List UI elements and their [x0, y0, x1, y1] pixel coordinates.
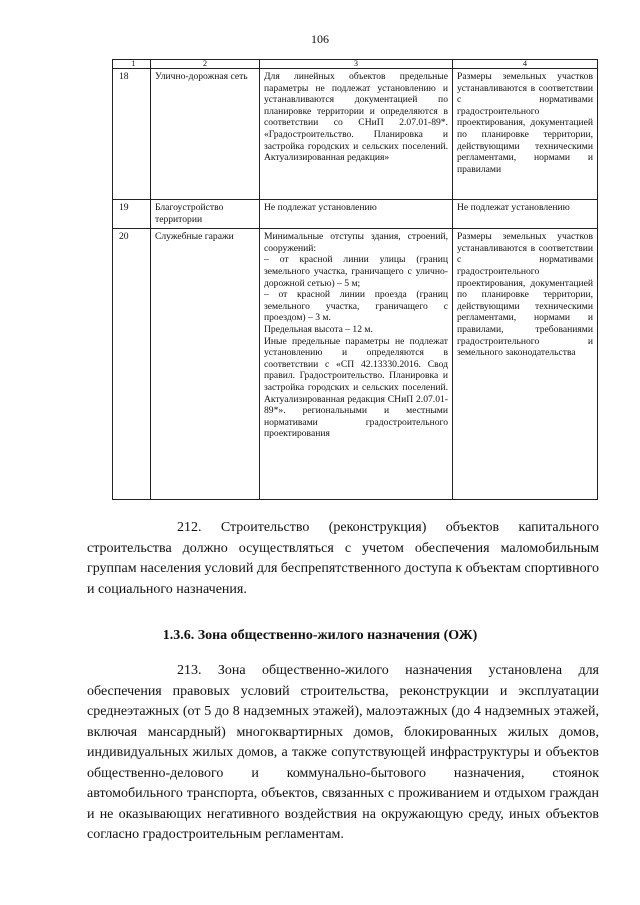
row-name: Служебные гаражи [151, 229, 260, 500]
section-heading: 1.3.6. Зона общественно-жилого назначения (ОЖ) [162, 628, 478, 643]
header-col-3: 3 [260, 60, 453, 69]
row-name: Благоустройство территории [151, 200, 260, 229]
row-name: Улично-дорожная сеть [151, 69, 260, 200]
regulations-table [112, 59, 598, 500]
table-row [113, 229, 598, 500]
row-number: 18 [113, 69, 151, 200]
row-parameters: Для линейных объектов предельные параметры не подлежат установлению и устанавливаются документацией по планировке территории и определяются в соответствии со СНиП 2.07.01-89*. «Градостроительство. Планировка и застройка городских и сельских поселений. Актуализированная редакция» [260, 69, 453, 200]
row-parameters: Минимальные отступы здания, строений, сооружений: – от красной линии улицы (границ земельного участка, граничащего с улично-дорожной сетью) – 5 м; – от красной линии проезда (границ земельного участка, граничащего с проездом) – 3 м. Предельная высота – 12 м. Иные предельные параметры не подлежат установлению и определяются в соответствии с «СП 42.13330.2016. Свод правил. Градостроительство. Планировка и застройка городских и сельских поселений. Актуализированная редакция СНиП 2.07.01-89*». региональными и местными нормативами градостроительного проектирования [260, 229, 453, 500]
row-plot-sizes: Размеры земельных участков устанавливаются в соответствии с нормативами градостроительного проектирования, документацией по планировке территории, действующими техническими регламентами, нормами и правилами [453, 69, 598, 200]
table-row [113, 200, 598, 229]
paragraph-212: 212. Строительство (реконструкция) объектов капитального строительства должно осуществляться с учетом обеспечения маломобильным группам населения условий для беспрепятственного доступа к объектам спортивного и социального назначения. [87, 520, 599, 597]
row-plot-sizes: Не подлежат установлению [453, 200, 598, 229]
page-number: 106 [311, 32, 329, 46]
header-col-4: 4 [453, 60, 598, 69]
row-number: 19 [113, 200, 151, 229]
row-parameters: Не подлежат установлению [260, 200, 453, 229]
row-number: 20 [113, 229, 151, 500]
paragraph-213: 213. Зона общественно-жилого назначения установлена для обеспечения правовых условий строительства, реконструкции и эксплуатации среднеэтажных (от 5 до 8 надземных этажей), малоэтажных (до 4 надземных этажей, включая мансардный) многоквартирных домов, блокированных жилых домов, индивидуальных жилых домов, а также сопутствующей инфраструктуры и объектов общественно-делового и коммунально-бытового назначения, стоянок автомобильного транспорта, объектов, связанных с проживанием и отдыхом граждан и не оказывающих негативного воздействия на окружающую среду, иных объектов согласно градостроительным регламентам. [87, 663, 599, 842]
table-header-row [113, 60, 598, 69]
table-row [113, 69, 598, 200]
header-col-2: 2 [151, 60, 260, 69]
header-col-1: 1 [113, 60, 151, 69]
row-plot-sizes: Размеры земельных участков устанавливаются в соответствии с нормативами градостроительного проектирования, документацией по планировке территории, действующими техническими регламентами, нормами и правилами, требованиями градостроительного и земельного законодательства [453, 229, 598, 500]
